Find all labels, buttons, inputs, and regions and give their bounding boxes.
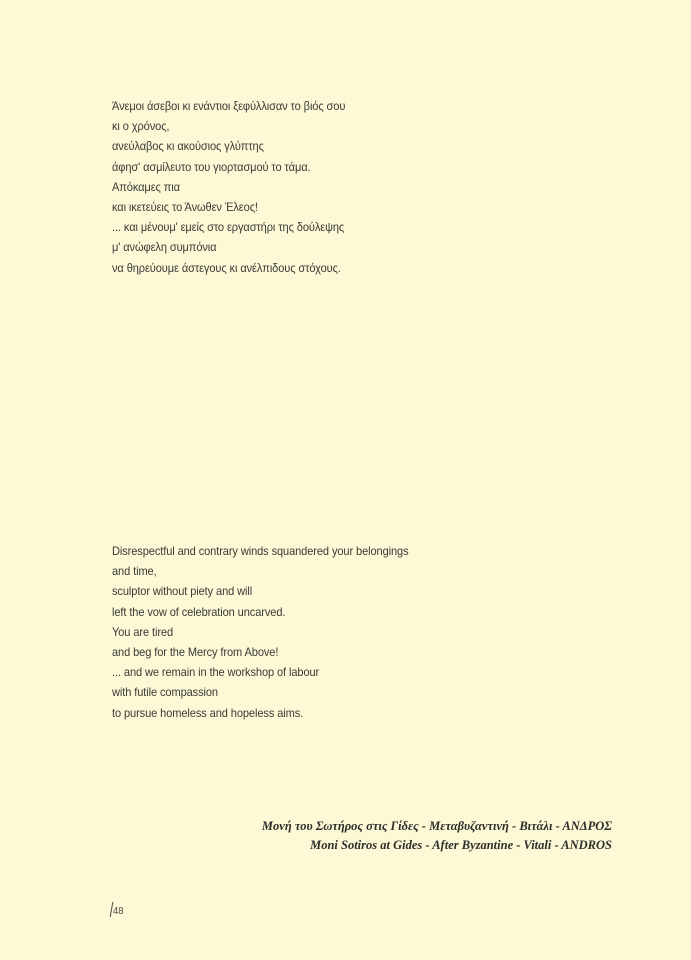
- caption-greek: Μονή του Σωτήρος στις Γίδες - Μεταβυζαντινή - Βιτάλι - ΑΝΔΡΟΣ: [261, 819, 612, 833]
- poem-english-line: ... and we remain in the workshop of labour: [112, 665, 320, 680]
- poem-english-line: sculptor without piety and will: [112, 584, 253, 599]
- poem-greek-line: Άνεμοι άσεβοι κι ενάντιοι ξεφύλλισαν το βιός σου: [112, 99, 346, 113]
- poem-english-line: with futile compassion: [112, 685, 218, 700]
- page-number: [111, 902, 125, 917]
- poem-english-line: and beg for the Mercy from Above!: [112, 645, 279, 660]
- page-number-value: 48: [113, 905, 124, 917]
- poem-english-line: You are tired: [112, 624, 174, 639]
- image-caption: [262, 817, 612, 855]
- poem-english-line: and time,: [112, 564, 157, 579]
- poem-greek-line: άφησ' ασμίλευτο του γιορτασμού το τάμα.: [112, 159, 311, 174]
- poem-greek: [112, 96, 366, 278]
- caption-english: Moni Sotiros at Gides - After Byzantine - Vitali - ANDROS: [310, 838, 612, 852]
- poem-english-line: left the vow of celebration uncarved.: [112, 604, 286, 619]
- poem-greek-line: ... και μένουμ' εμείς στο εργαστήρι της δούλεψης: [112, 220, 345, 235]
- poem-english-line: Disrespectful and contrary winds squandered your belongings: [112, 544, 409, 558]
- poem-greek-line: μ' ανώφελη συμπόνια: [112, 240, 217, 255]
- poem-greek-line: ανεύλαβος κι ακούσιος γλύπτης: [112, 139, 264, 154]
- poem-greek-line: και ικετεύεις το Άνωθεν Έλεος!: [112, 200, 258, 215]
- poem-greek-line: να θηρεύουμε άστεγους κι ανέλπιδους στόχους.: [112, 260, 341, 275]
- poem-english: [112, 541, 434, 723]
- poem-greek-line: Απόκαμες πια: [112, 179, 180, 194]
- poem-english-line: to pursue homeless and hopeless aims.: [112, 705, 304, 720]
- poem-greek-line: κι ο χρόνος,: [112, 119, 170, 134]
